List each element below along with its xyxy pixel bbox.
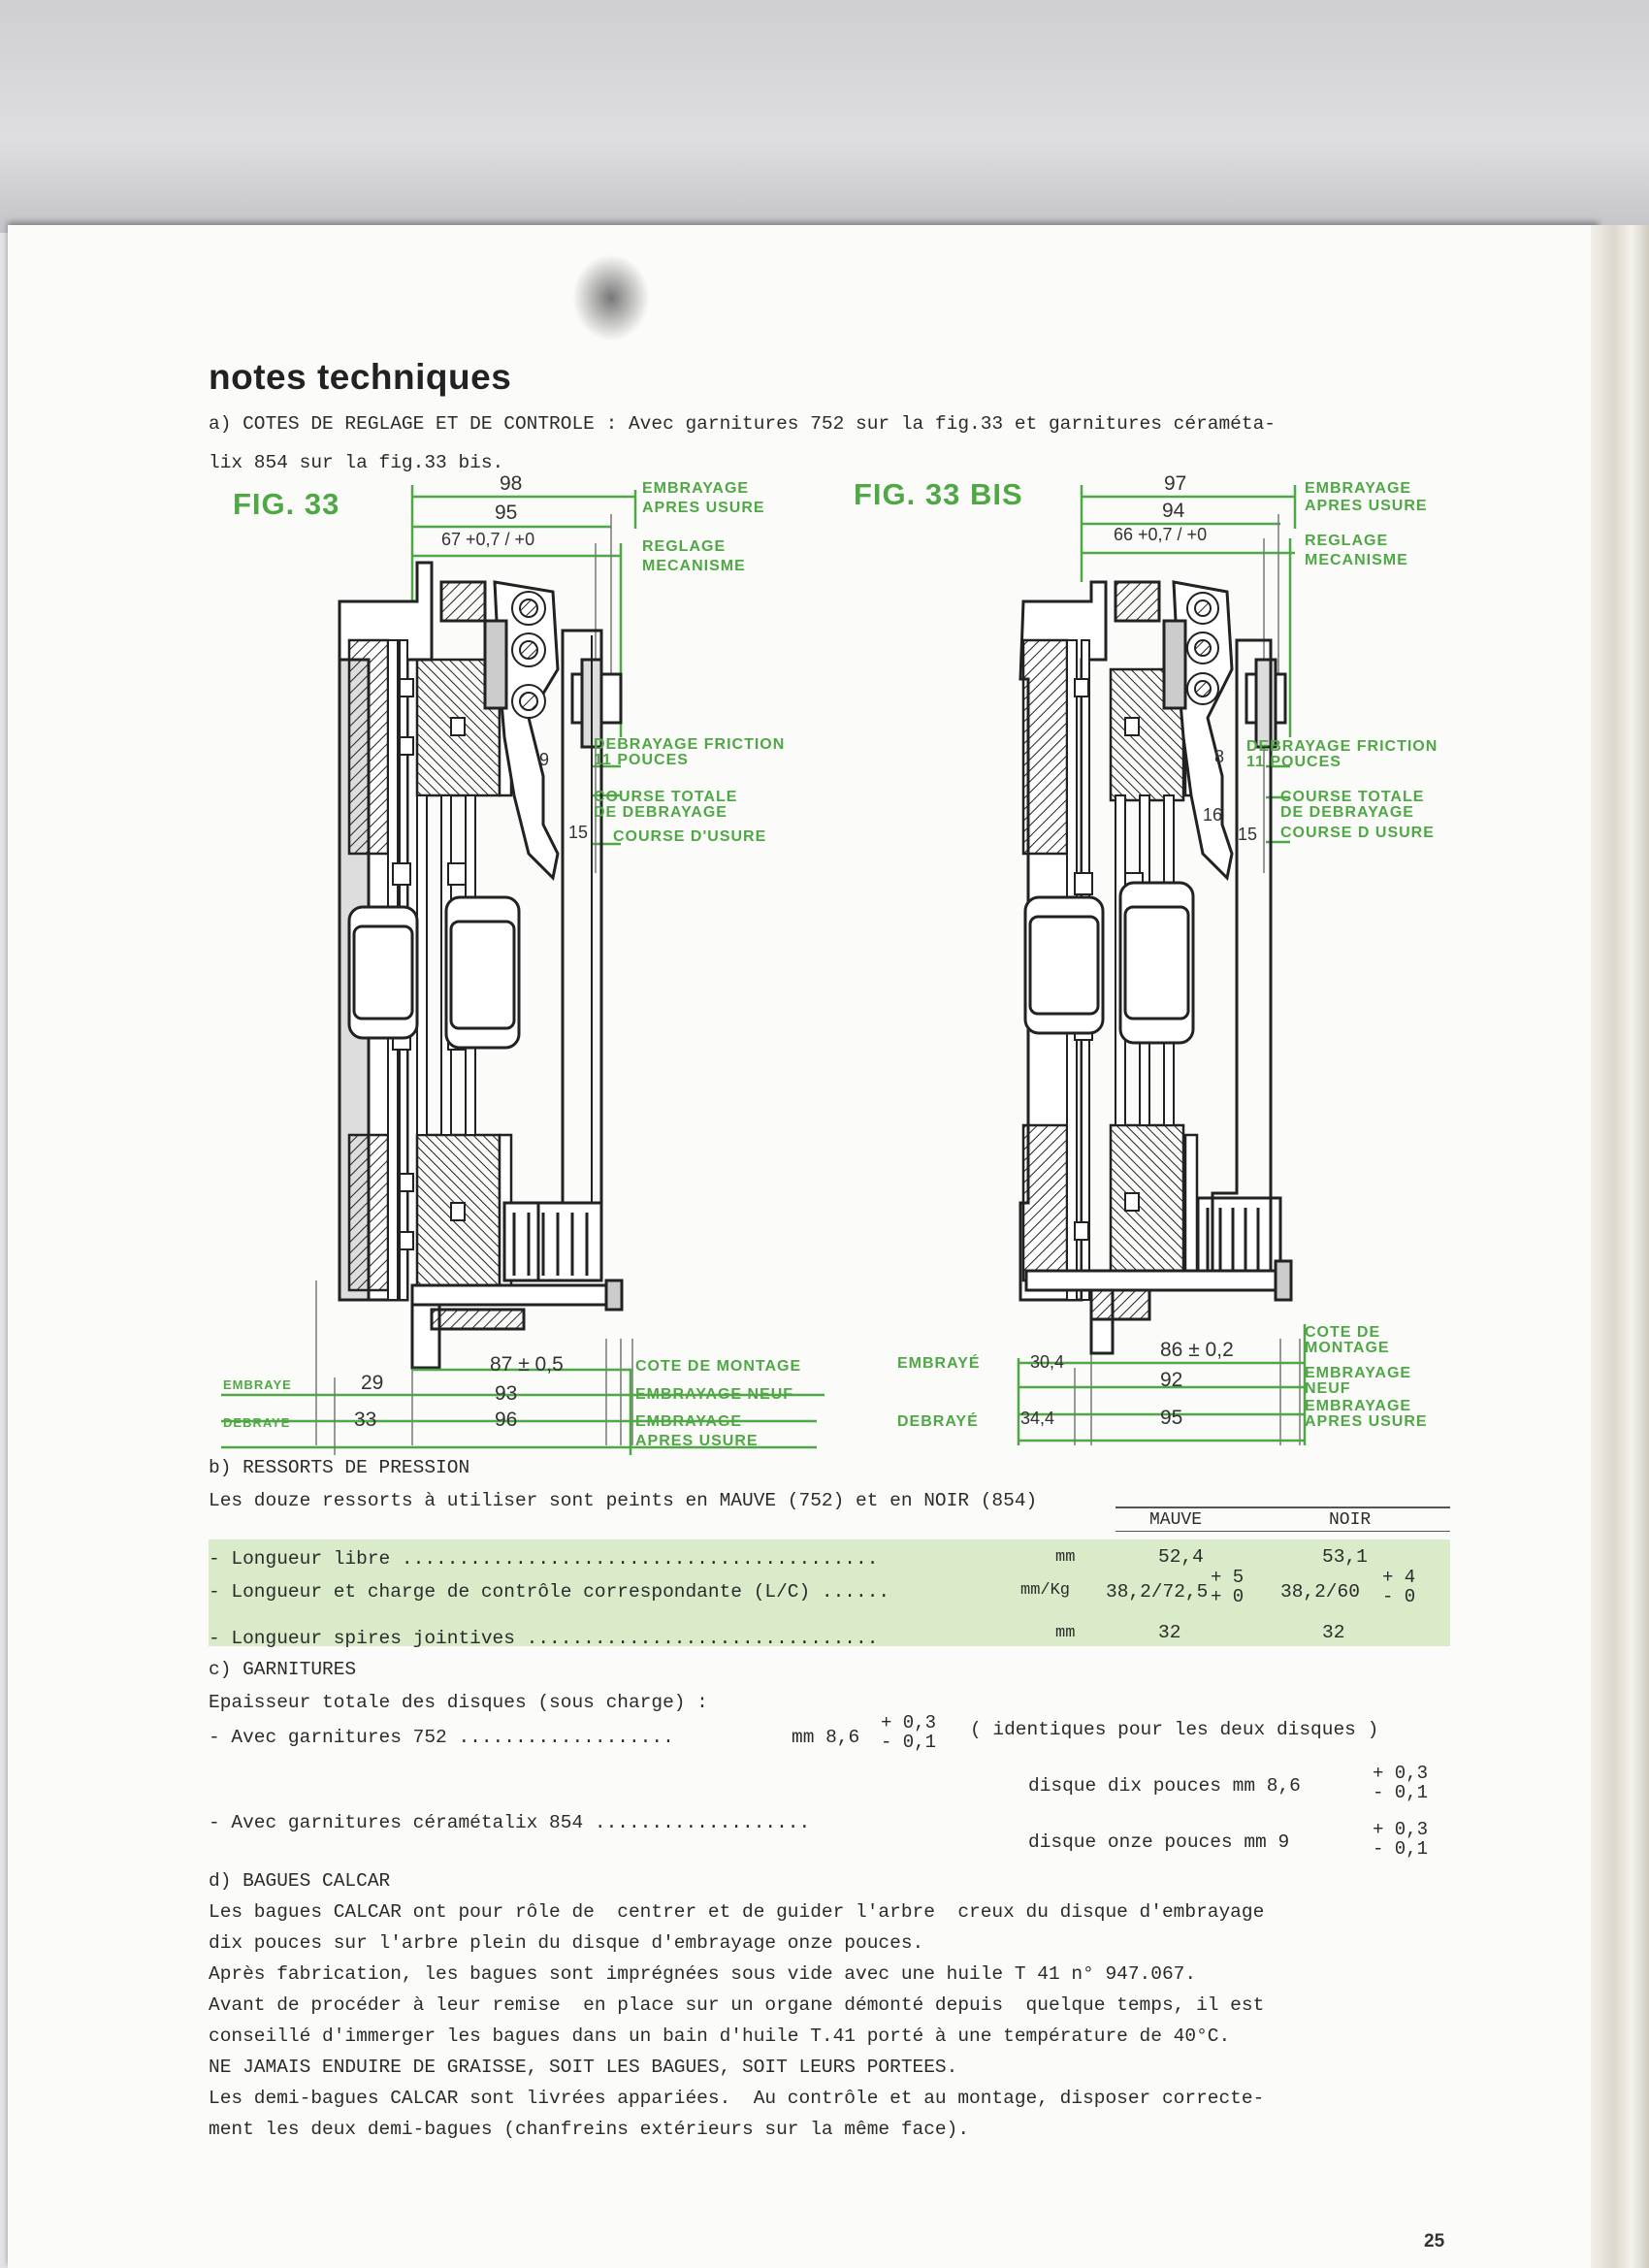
fig33bis-dim-86: 86 ± 0,2 bbox=[1160, 1339, 1234, 1361]
fig33bis-dim-30-4: 30,4 bbox=[1030, 1352, 1065, 1372]
fig33-dim-87: 87 ± 0,5 bbox=[490, 1353, 564, 1376]
fig33-dim-95: 95 bbox=[495, 502, 518, 524]
fig33-label-cote-montage: COTE DE MONTAGE bbox=[635, 1358, 802, 1375]
fig33-label-course-usure: COURSE D'USURE bbox=[613, 828, 767, 845]
disque-onze-tol: + 0,3 - 0,1 bbox=[1373, 1819, 1429, 1860]
fig33-label-apres-usure-bottom: APRES USURE bbox=[635, 1433, 759, 1449]
table-header-rule bbox=[1116, 1531, 1450, 1532]
row2-unit: mm/Kg bbox=[1020, 1581, 1071, 1600]
fig33-label-debrayage-friction: DEBRAYAGE FRICTION bbox=[594, 736, 786, 753]
section-b-intro: Les douze ressorts à utiliser sont peints en MAUVE (752) et en NOIR (854) bbox=[209, 1490, 1038, 1511]
fig33-dim-15: 15 bbox=[568, 823, 589, 842]
section-c-intro: Epaisseur totale des disques (sous charge) : bbox=[209, 1692, 708, 1713]
row1-mauve: 52,4 bbox=[1158, 1546, 1204, 1568]
disque-onze-label: disque onze pouces mm 9 bbox=[1028, 1831, 1290, 1853]
row3-label: - Longueur spires jointives ............................... bbox=[209, 1628, 879, 1649]
fig33-dim-29: 29 bbox=[361, 1372, 384, 1394]
section-d-line1: Les bagues CALCAR ont pour rôle de centrer et de guider l'arbre creux du disque d'embrayage bbox=[209, 1901, 1265, 1923]
section-b-title: b) RESSORTS DE PRESSION bbox=[209, 1457, 470, 1478]
fig33-label-reglage: REGLAGE bbox=[642, 538, 727, 555]
fig33bis-label-embrayage: EMBRAYAGE bbox=[1305, 480, 1412, 497]
section-d-line4: Avant de procéder à leur remise en place sur un organe démonté depuis quelque temps, il est bbox=[209, 1994, 1265, 2016]
fig33-label-debraye: DEBRAYE bbox=[223, 1415, 291, 1430]
fig33-label-embrayage-neuf: EMBRAYAGE NEUF bbox=[635, 1386, 794, 1403]
fig33-dim-96: 96 bbox=[495, 1409, 518, 1431]
section-d-line7: Les demi-bagues CALCAR sont livrées appariées. Au contrôle et au montage, disposer correcte- bbox=[209, 2088, 1265, 2109]
section-d-line3: Après fabrication, les bagues sont imprégnées sous vide avec une huile T 41 n° 947.067. bbox=[209, 1963, 1197, 1985]
fig33bis-label-11-pouces: 11 POUCES bbox=[1246, 754, 1342, 770]
row2-mauve: 38,2/72,5 bbox=[1106, 1581, 1209, 1603]
garniture-752-tol: + 0,3 - 0,1 bbox=[881, 1712, 937, 1753]
section-c-title: c) GARNITURES bbox=[209, 1659, 357, 1680]
fig33-label-course-totale: COURSE TOTALE bbox=[594, 789, 738, 805]
fig33bis-label-embrayage-neuf: EMBRAYAGE bbox=[1305, 1365, 1412, 1381]
fig33bis-dim-8: 8 bbox=[1214, 747, 1225, 766]
section-d-line6: NE JAMAIS ENDUIRE DE GRAISSE, SOIT LES BAGUES, SOIT LEURS PORTEES. bbox=[209, 2057, 958, 2078]
fig33bis-label-embraye: EMBRAYÉ bbox=[897, 1355, 981, 1372]
garniture-752-label: - Avec garnitures 752 ................... bbox=[209, 1727, 674, 1748]
disque-dix-label: disque dix pouces mm 8,6 bbox=[1028, 1775, 1301, 1797]
row1-noir: 53,1 bbox=[1322, 1546, 1368, 1568]
fig33bis-label-mecanisme: MECANISME bbox=[1305, 552, 1408, 568]
row3-noir: 32 bbox=[1322, 1622, 1345, 1643]
garniture-854-label: - Avec garnitures cérаmétalix 854 ................... bbox=[209, 1812, 811, 1833]
fig33bis-dim-92: 92 bbox=[1160, 1369, 1183, 1391]
fig33-dim-33: 33 bbox=[354, 1409, 377, 1431]
section-a-line2: lix 854 sur la fig.33 bis. bbox=[209, 452, 504, 473]
fig33-label-mecanisme: MECANISME bbox=[642, 558, 746, 574]
section-d-line5: conseillé d'immerger les bagues dans un bain d'huile T.41 porté à une température de 40°C. bbox=[209, 2025, 1231, 2047]
fig33bis-label-neuf: NEUF bbox=[1305, 1380, 1351, 1397]
fig33-label-embrayage-usure: EMBRAYAGE bbox=[635, 1413, 743, 1430]
row1-label: - Longueur libre .......................................... bbox=[209, 1548, 879, 1570]
fig33bis-dim-66: 66 +0,7 / +0 bbox=[1114, 525, 1208, 544]
row1-unit: mm bbox=[1055, 1548, 1076, 1567]
fig33bis-dim-95: 95 bbox=[1160, 1407, 1183, 1429]
garniture-752-note: ( identiques pour les deux disques ) bbox=[970, 1719, 1379, 1740]
row3-unit: mm bbox=[1055, 1624, 1076, 1642]
fig33-dim-9: 9 bbox=[539, 750, 550, 769]
fig33bis-label-debraye: DEBRAYÉ bbox=[897, 1413, 979, 1430]
fig33bis-label-debrayage-friction: DEBRAYAGE FRICTION bbox=[1246, 738, 1439, 755]
fig33-dim-98: 98 bbox=[500, 472, 523, 495]
page-heading: notes techniques bbox=[209, 357, 512, 397]
fig33bis-label-course-totale: COURSE TOTALE bbox=[1280, 789, 1425, 805]
fig33bis-dim-97: 97 bbox=[1164, 472, 1187, 495]
fig33-label-apres-usure: APRES USURE bbox=[642, 500, 765, 516]
fig33-dim-67: 67 +0,7 / +0 bbox=[441, 530, 535, 549]
section-d-title: d) BAGUES CALCAR bbox=[209, 1870, 391, 1892]
fig33-dim-93: 93 bbox=[495, 1382, 518, 1405]
garniture-752-value: mm 8,6 bbox=[792, 1727, 860, 1748]
fig33bis-label-embrayage-usure: EMBRAYAGE bbox=[1305, 1398, 1412, 1414]
row3-mauve: 32 bbox=[1158, 1622, 1181, 1643]
section-a-line1: a) COTES DE REGLAGE ET DE CONTROLE : Avec garnitures 752 sur la fig.33 et garnitures cérаmétа- bbox=[209, 413, 1276, 435]
row2-noir-tol: + 4 - 0 bbox=[1382, 1567, 1416, 1607]
fig33-label-embrayage: EMBRAYAGE bbox=[642, 480, 750, 497]
fig33bis-dim-34-4: 34,4 bbox=[1020, 1409, 1055, 1428]
fig33bis-dim-94: 94 bbox=[1162, 500, 1185, 522]
fig33-label-11-pouces: 11 POUCES bbox=[594, 752, 689, 768]
disque-dix-tol: + 0,3 - 0,1 bbox=[1373, 1763, 1429, 1803]
section-d-line8: ment les deux demi-bagues (chanfreins extérieurs sur la même face). bbox=[209, 2119, 970, 2140]
fig33bis-label-montage: MONTAGE bbox=[1305, 1340, 1390, 1356]
fig33bis-dim-15: 15 bbox=[1238, 825, 1258, 844]
row2-label: - Longueur et charge de contrôle correspondante (L/C) ...... bbox=[209, 1581, 890, 1603]
fig33bis-dim-16: 16 bbox=[1203, 805, 1223, 825]
fig33-title: FIG. 33 bbox=[233, 487, 340, 521]
section-d-line2: dix pouces sur l'arbre plein du disque d'embrayage onze pouces. bbox=[209, 1932, 924, 1954]
row2-mauve-tol: + 5 + 0 bbox=[1211, 1567, 1245, 1607]
page-number: 25 bbox=[1424, 2231, 1445, 2252]
col-mauve: MAUVE bbox=[1149, 1510, 1203, 1530]
fig33bis-label-cote-de: COTE DE bbox=[1305, 1324, 1381, 1341]
fig33-label-embraye: EMBRAYE bbox=[223, 1377, 292, 1392]
table-top-rule bbox=[1116, 1507, 1450, 1508]
row2-noir: 38,2/60 bbox=[1280, 1581, 1360, 1603]
fig33-label-de-debrayage: DE DEBRAYAGE bbox=[594, 804, 728, 821]
fig33bis-label-course-usure: COURSE D USURE bbox=[1280, 825, 1435, 841]
fig33bis-label-de-debrayage: DE DEBRAYAGE bbox=[1280, 804, 1414, 821]
col-noir: NOIR bbox=[1329, 1510, 1372, 1530]
fig33bis-label-apres-usure-bottom: APRES USURE bbox=[1305, 1413, 1428, 1430]
fig33bis-title: FIG. 33 BIS bbox=[854, 477, 1023, 511]
fig33bis-label-reglage: REGLAGE bbox=[1305, 533, 1389, 549]
fig33bis-label-apres-usure: APRES USURE bbox=[1305, 498, 1428, 514]
